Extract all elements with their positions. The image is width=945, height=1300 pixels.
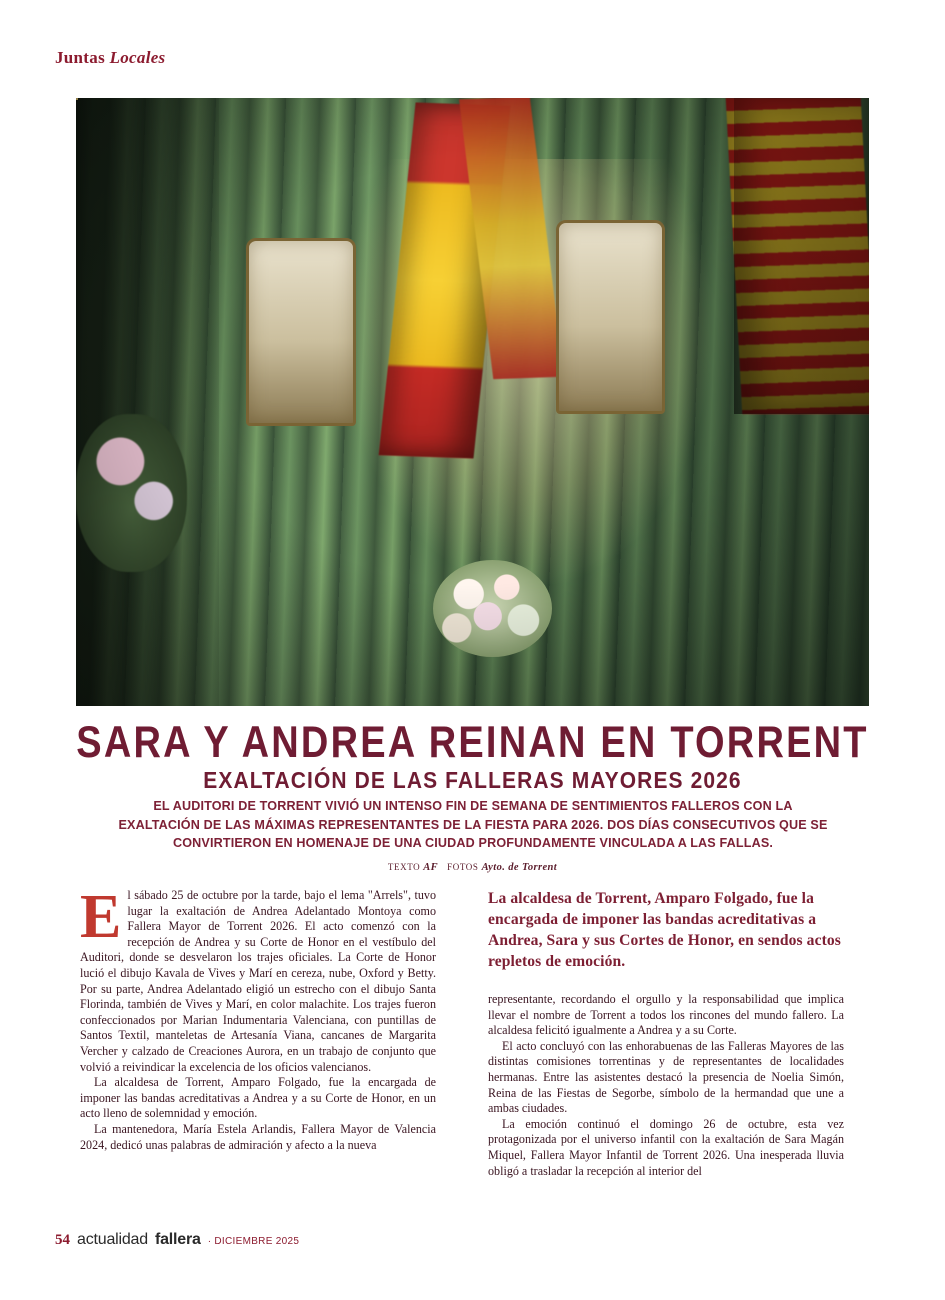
- flower-bouquet: [433, 560, 552, 657]
- paragraph: La emoción continuó el domingo 26 de octubre, esta vez protagonizada por el universo infantil con la exaltación de Sara Magán Miquel, Fallera Mayor Infantil de Torrent 2026. Una inesperada lluvia obligó a trasladar la recepción al interior del: [488, 1116, 844, 1178]
- magazine-brand-light: actualidad: [77, 1231, 148, 1248]
- senyera-shadow-overlay: [734, 98, 869, 414]
- paragraph: La alcaldesa de Torrent, Amparo Folgado, fue la encargada de imponer las bandas acreditativas a Andrea y a su Corte de Honor, en un acto lleno de solemnidad y emoción.: [80, 1075, 436, 1121]
- page-footer: [55, 1231, 299, 1249]
- hero-photo: [76, 98, 869, 706]
- paragraph: El acto concluyó con las enhorabuenas de las Falleras Mayores de las distintas comisiones torrentinas y de representantes de localidades hermanas. Entre las asistentes destacó la presencia de Noelia Simón, Reina de las Fiestas de Segorbe, símbolo de la hermandad que une a ambas ciudades.: [488, 1038, 844, 1116]
- stage-left-shadow: [76, 98, 219, 706]
- drop-cap: E: [80, 883, 122, 951]
- paragraph-text: l sábado 25 de octubre por la tarde, bajo el lema "Arrels", tuvo lugar la exaltación de Andrea Adelantado Montoya como Fallera Mayor de Torrent 2026. El acto comenzó con la recepción de Andrea y su Corte de Honor en el vestíbulo del Auditori, donde se desvelaron los trajes oficiales. La Corte de Honor lució el dibujo Kavala de Vives y Marí en cereza, nube, Oxford y Betty. Por su parte, Andrea Adelantado eligió un estrecho con el dibujo Santa Florinda, también de Vives y Marí, en color malachite. Los trajes fueron confeccionados por Marian Indumentaria Valenciana, con puntillas de Santos Textil, manteletas de Artesanía Viana, cancanes de Margarita Vercher y calzado de Creaciones Aurora, en un trabajo de conjunto que volvió a reivindicar la excelencia de los oficios valencianos.: [80, 888, 436, 1074]
- credits-text-label: TEXTO: [387, 862, 421, 872]
- credits-text-value: AF: [423, 862, 439, 873]
- running-head: [55, 48, 165, 68]
- credits-photo-value: Ayto. de Torrent: [481, 862, 558, 873]
- body-column-right: [488, 888, 844, 1179]
- paragraph: [80, 883, 436, 1075]
- pull-quote: La alcaldesa de Torrent, Amparo Folgado, fue la encargada de imponer las bandas acreditativas a Andrea, Sara y sus Cortes de Honor, en sendos actos repletos de emoción.: [488, 890, 841, 970]
- throne-chair-left: [246, 238, 355, 426]
- page-number: 54: [55, 1232, 70, 1248]
- floral-decoration: [76, 414, 187, 572]
- sash-crest-right: [76, 98, 78, 100]
- page-title: SARA Y ANDREA REINAN EN TORRENT: [76, 718, 869, 768]
- paragraph: representante, recordando el orgullo y la responsabilidad que implica llevar el nombre de Torrent a todos los rincones del mundo fallero. La alcaldesa felicitó igualmente a Andrea y a su Corte.: [488, 992, 844, 1038]
- page-subtitle: EXALTACIÓN DE LAS FALLERAS MAYORES 2026: [203, 768, 742, 794]
- throne-chair-right: [556, 220, 665, 414]
- running-head-word2: Locales: [109, 48, 166, 67]
- standfirst-text: EL AUDITORI DE TORRENT VIVIÓ UN INTENSO FIN DE SEMANA DE SENTIMIENTOS FALLEROS CON LA EXALTACIÓN DE LAS MÁXIMAS REPRESENTANTES DE LA FIESTA PARA 2026. DOS DÍAS CONSECUTIVOS QUE SE CONVIRTIERON EN HOMENAJE DE UNA CIUDAD PROFUNDAMENTE VINCULADA A LAS FALLAS.: [118, 799, 828, 850]
- hero-photo-canvas: [76, 98, 869, 706]
- running-head-word1: Juntas: [55, 48, 105, 67]
- credits-photo-label: FOTOS: [447, 862, 479, 872]
- paragraph: La mantenedora, María Estela Arlandis, Fallera Mayor de Valencia 2024, dedicó unas palabras de admiración y afecto a la nueva: [80, 1121, 436, 1152]
- credits-line: [0, 862, 945, 873]
- body-column-left: [80, 883, 436, 1153]
- magazine-brand-bold: fallera: [154, 1231, 201, 1248]
- issue-date: · DICIEMBRE 2025: [207, 1236, 300, 1247]
